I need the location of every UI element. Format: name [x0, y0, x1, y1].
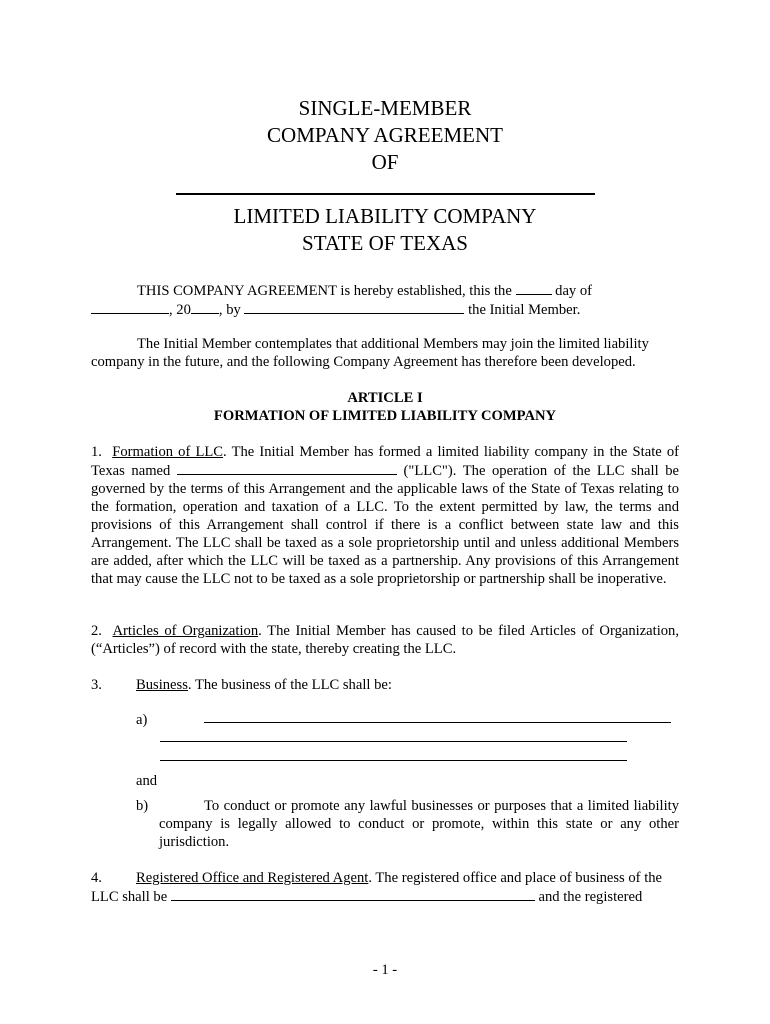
intro-paragraph-2: The Initial Member contemplates that additional Members may join the limited liability company in the future, and the following Company Agreement has therefore been developed.	[91, 336, 649, 370]
registered-office-blank[interactable]	[171, 887, 535, 901]
page-number: - 1 -	[372, 962, 398, 978]
title-line-2: COMPANY AGREEMENT	[267, 123, 503, 147]
intro-text-a: THIS COMPANY AGREEMENT is hereby established, this the	[137, 283, 512, 299]
intro-text-d: , by	[218, 302, 241, 318]
llc-name-blank[interactable]	[177, 461, 397, 475]
section-2-text: . The Initial Member has caused to be filed Articles of Organization, (“Articles”) of record with the state, thereby creating the LLC.	[91, 623, 679, 657]
section-2-number: 2.	[91, 623, 102, 639]
section-4-title: Registered Office and Registered Agent	[136, 870, 369, 886]
intro-text-c: , 20	[169, 302, 191, 318]
year-blank[interactable]	[191, 300, 219, 314]
section-3-text: . The business of the LLC shall be:	[187, 677, 392, 693]
section-4-text-b: and the registered	[538, 889, 643, 905]
section-3-title: Business	[136, 677, 188, 693]
member-name-blank[interactable]	[244, 300, 464, 314]
title-line-4: LIMITED LIABILITY COMPANY	[233, 204, 537, 228]
business-blank-line-1[interactable]	[204, 722, 671, 723]
intro-text-b: day of	[555, 283, 593, 299]
intro-paragraph-1	[91, 281, 691, 319]
item-a-label: a)	[136, 712, 148, 728]
document-title	[0, 95, 770, 176]
section-4-number: 4.	[91, 870, 102, 886]
month-blank[interactable]	[91, 300, 169, 314]
item-b-label: b)	[136, 798, 149, 814]
section-2	[91, 622, 679, 658]
day-blank[interactable]	[516, 281, 552, 295]
title-line-3: OF	[371, 150, 399, 174]
item-b-text: To conduct or promote any lawful businesses or purposes that a limited liability company is legally allowed to conduct or promote, within this state or any other jurisdiction.	[159, 798, 679, 850]
business-blank-line-3[interactable]	[160, 760, 627, 761]
section-1-number: 1.	[91, 444, 102, 460]
document-subtitle	[0, 203, 770, 257]
title-line-1: SINGLE-MEMBER	[298, 96, 472, 120]
item-and: and	[136, 773, 158, 789]
section-4	[91, 869, 679, 906]
section-1	[91, 443, 679, 588]
section-2-title: Articles of Organization	[112, 623, 259, 639]
section-1-title: Formation of LLC	[112, 444, 224, 460]
company-name-blank[interactable]	[176, 193, 595, 195]
section-3	[91, 676, 679, 694]
title-line-5: STATE OF TEXAS	[302, 231, 468, 255]
section-1-text-b: ("LLC"). The operation of the LLC shall be governed by the terms of this Arrangement and the applicable laws of the State of Texas relating to the formation, operation and taxation of a LLC. To the extent permitted by law, the terms and provisions of this Arrangement shall control if there is a conflict between state law and this Arrangement. The LLC shall be taxed as a sole proprietorship until and unless additional Members are added, after which the LLC will be taxed as a partnership. Any provisions of this Arrangement that may cause the LLC not to be taxed as a sole proprietorship or partnership shall be inoperative.	[91, 463, 680, 587]
section-4-text-a: . The registered office and place of business of the LLC shall be	[91, 870, 663, 905]
section-1-text-a: . The Initial Member has formed a limited liability company in the State of Texas named	[91, 444, 680, 479]
article-heading: ARTICLE I	[347, 390, 423, 406]
section-3-number: 3.	[91, 677, 102, 693]
business-blank-line-2[interactable]	[160, 741, 627, 742]
intro-text-e: the Initial Member.	[468, 302, 581, 318]
article-subheading: FORMATION OF LIMITED LIABILITY COMPANY	[213, 408, 557, 424]
